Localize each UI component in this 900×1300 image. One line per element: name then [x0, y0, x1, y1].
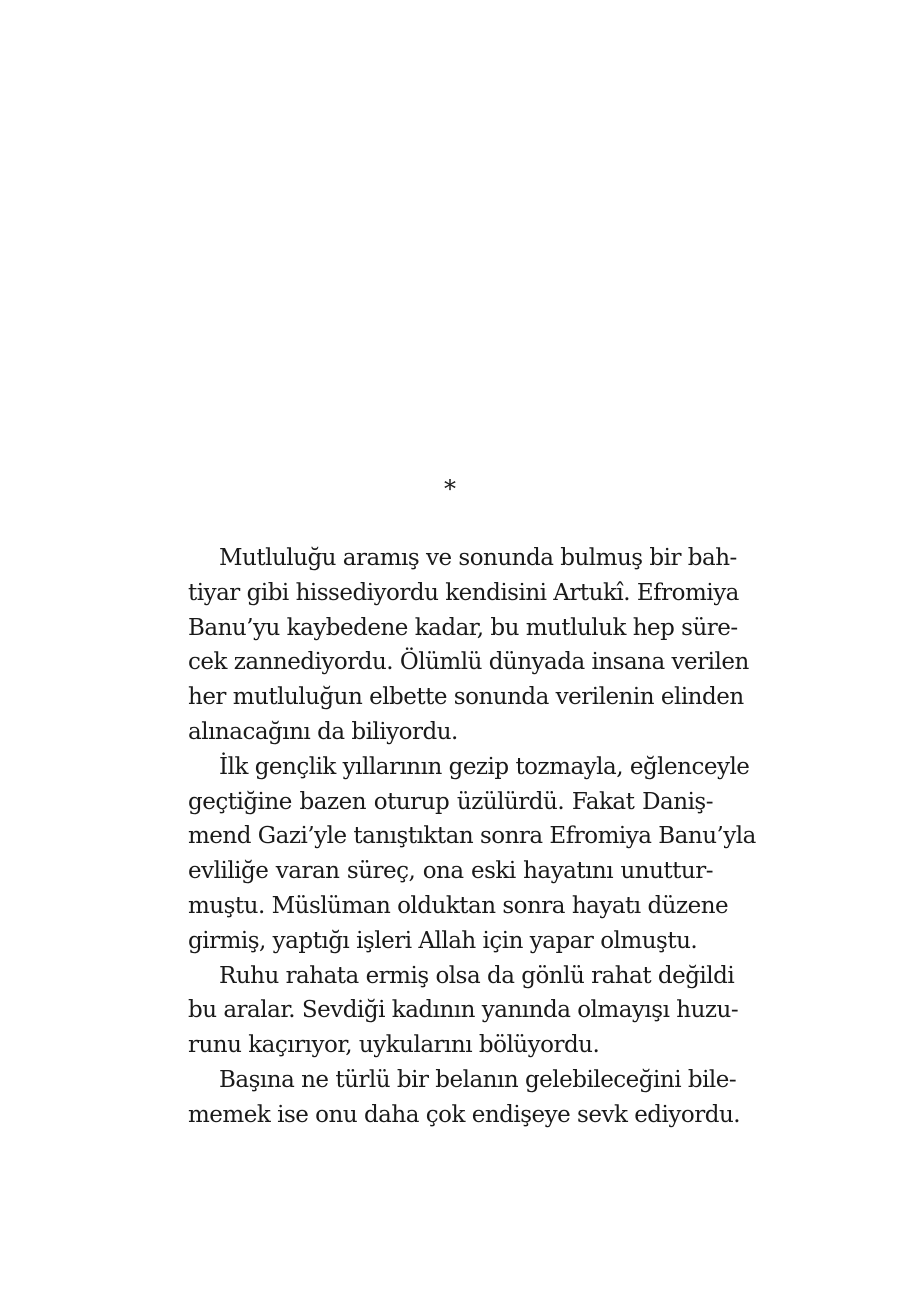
text-line: Ruhu rahata ermiş olsa da gönlü rahat değildi [219, 962, 735, 989]
text-line: Başına ne türlü bir belanın gelebileceğini bile- [219, 1066, 737, 1093]
section-separator: * [444, 475, 456, 503]
text-line: bu aralar. Sevdiği kadının yanında olmayışı huzu- [188, 997, 739, 1024]
text-line: girmiş, yaptığı işleri Allah için yapar olmuştu. [188, 927, 698, 954]
text-line: memek ise onu daha çok endişeye sevk ediyordu. [188, 1101, 741, 1128]
text-line: mend Gazi’yle tanıştıktan sonra Efromiya Banu’yla [188, 823, 756, 850]
text-line: İlk gençlik yıllarının gezip tozmayla, eğlenceyle [219, 753, 750, 780]
text-line: muştu. Müslüman olduktan sonra hayatı düzene [188, 892, 729, 919]
text-line: geçtiğine bazen oturup üzülürdü. Fakat Daniş- [188, 788, 713, 815]
text-line: tiyar gibi hissediyordu kendisini Artukî. Efromiya [188, 579, 739, 606]
text-line: cek zannediyordu. Ölümlü dünyada insana verilen [188, 649, 749, 676]
paragraph-4 [188, 1063, 741, 1133]
paragraph-2 [188, 750, 756, 959]
text-line: Banu’yu kaybedene kadar, bu mutluluk hep süre- [188, 614, 738, 641]
paragraph-3 [188, 959, 739, 1063]
text-line: evliliğe varan süreç, ona eski hayatını unuttur- [188, 858, 713, 885]
text-line: her mutluluğun elbette sonunda verilenin elinden [188, 684, 744, 711]
text-line: alınacağını da biliyordu. [188, 718, 458, 745]
body-text [188, 541, 756, 1133]
text-line: runu kaçırıyor, uykularını bölüyordu. [188, 1032, 600, 1059]
text-line: Mutluluğu aramış ve sonunda bulmuş bir bah- [219, 545, 737, 571]
paragraph-1 [188, 541, 749, 750]
